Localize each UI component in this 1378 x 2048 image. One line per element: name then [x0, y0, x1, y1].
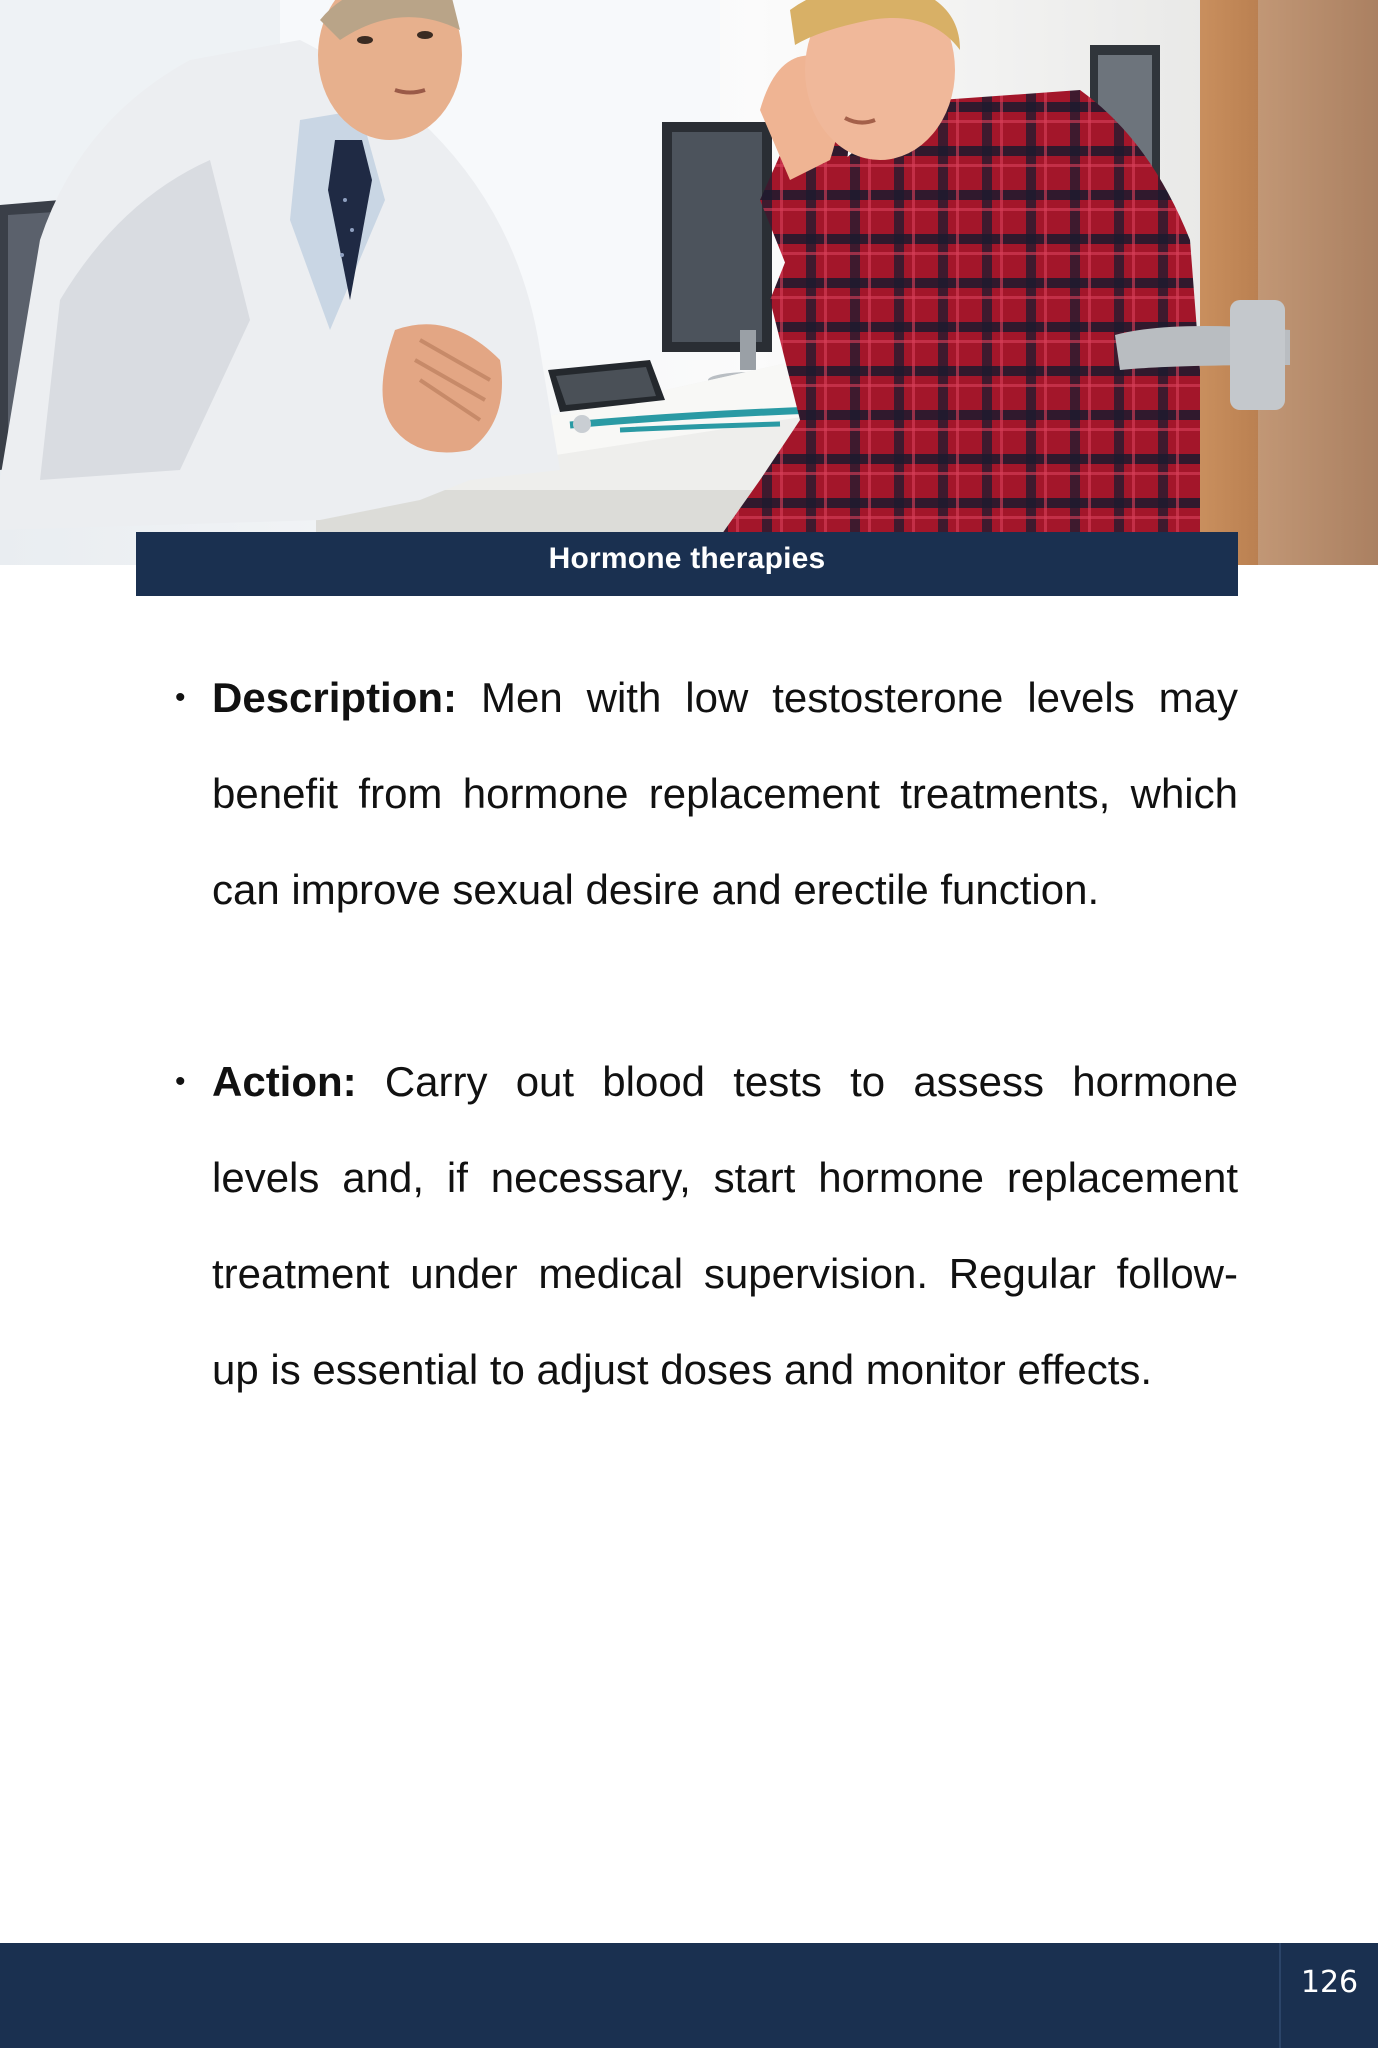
section-title: Hormone therapies	[548, 542, 826, 575]
doctor-consultation-illustration	[0, 0, 1378, 565]
hero-image	[0, 0, 1378, 565]
item-text: Carry out blood tests to assess hormone levels and, if necessary, start hormone replacement treatment under medical supervision. Regular follow-up is essential to adjust doses and monitor effects.	[212, 1058, 1238, 1393]
item-text: Men with low testosterone levels may benefit from hormone replacement treatments, which can improve sexual desire and erectile function.	[212, 674, 1238, 913]
section-banner	[136, 532, 1238, 596]
bullet-icon: •	[175, 1065, 186, 1098]
list-item-description	[175, 650, 1238, 938]
item-label: Action:	[212, 1058, 357, 1105]
page-footer	[0, 1943, 1378, 2048]
item-label: Description:	[212, 674, 458, 721]
page-number: 126	[1300, 1965, 1359, 2000]
content-list	[175, 650, 1238, 1418]
page-number-box	[1279, 1943, 1378, 2048]
list-item-action	[175, 1034, 1238, 1418]
bullet-icon: •	[175, 681, 186, 714]
